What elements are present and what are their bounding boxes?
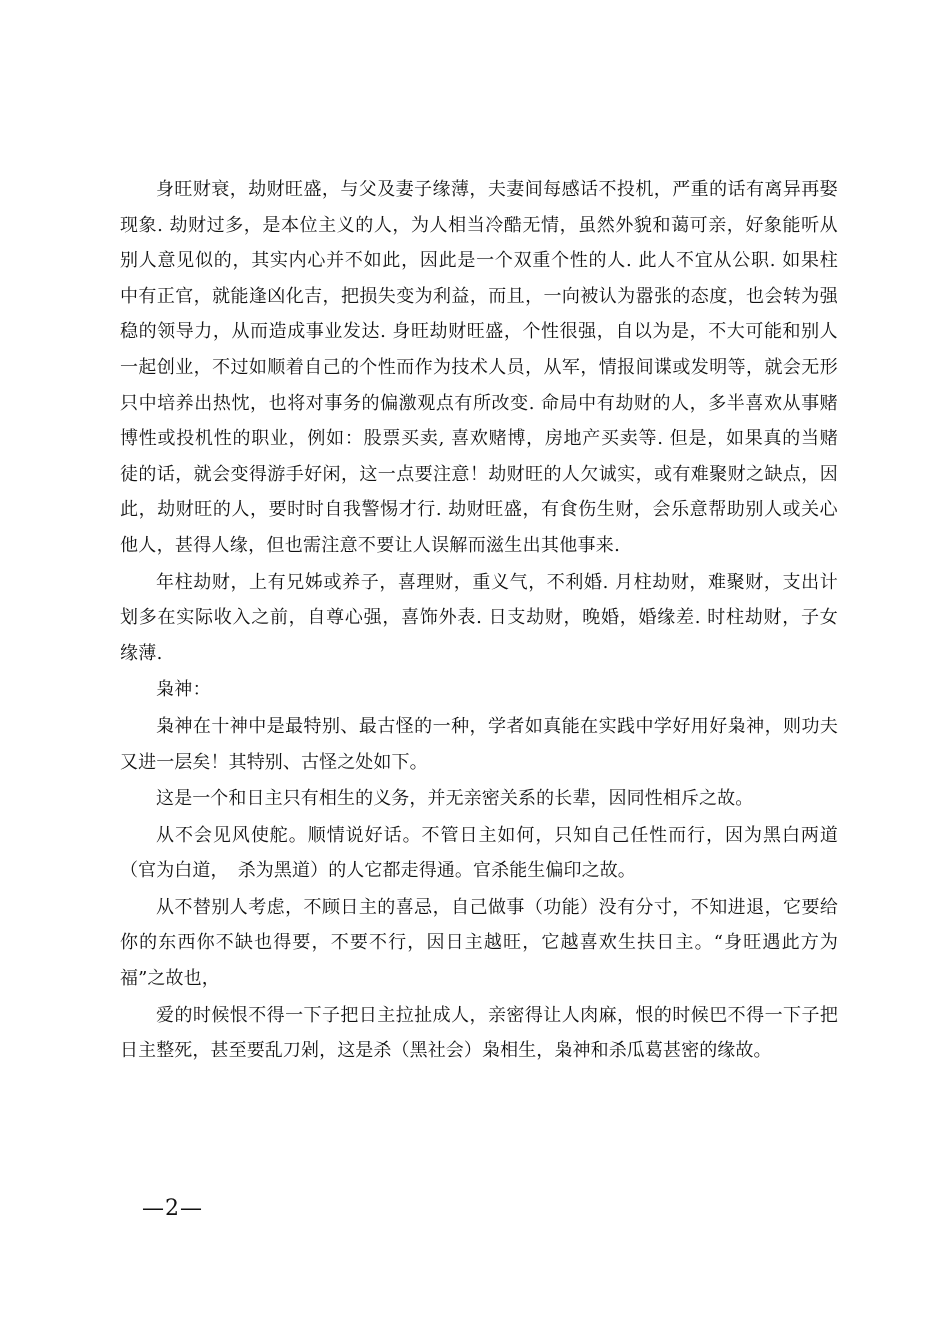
paragraph-xiaoshen-intro: 枭神在十神中是最特别、最古怪的一种，学者如真能在实践中学好用好枭神，则功夫又进一层矣！其特别、古怪之处如下。	[120, 715, 838, 773]
paragraph-xiaoshen-manner: 从不会见风使舵。顺情说好话。不管日主如何，只知自己任性而行，因为黑白两道（官为白道， 杀为黑道）的人它都走得通。官杀能生偏印之故。	[120, 824, 838, 882]
section-heading-xiaoshen: 枭神：	[156, 679, 211, 701]
paragraph-xiaoshen-behavior: 从不替别人考虑，不顾日主的喜忌，自己做事（功能）没有分寸，不知进退，它要给你的东西你不缺也得要，不要不行，因日主越旺，它越喜欢生扶日主。“身旺遇此方为福”之故也，	[120, 896, 838, 990]
paragraph-jiecai-pillars: 年柱劫财，上有兄姊或养子，喜理财，重义气，不利婚. 月柱劫财，难聚财，支出计划多在实际收入之前，自尊心强，喜饰外表. 日支劫财，晚婚，婚缘差. 时柱劫财，子女缘薄.	[120, 571, 838, 664]
paragraph-xiaoshen-love-hate: 爱的时候恨不得一下子把日主拉扯成人，亲密得让人肉麻，恨的时候巴不得一下子把日主整死，甚至要乱刀剁，这是杀（黑社会）枭相生，枭神和杀瓜葛甚密的缘故。	[120, 1004, 838, 1062]
paragraph-xiaoshen-relation: 这是一个和日主只有相生的义务，并无亲密关系的长辈，因同性相斥之故。	[156, 788, 754, 810]
page-number: —2—	[142, 1196, 203, 1221]
paragraph-jiecai-overview: 身旺财衰，劫财旺盛，与父及妻子缘薄，夫妻间每感话不投机，严重的话有离异再娶现象. 劫财过多，是本位主义的人，为人相当冷酷无情，虽然外貌和蔼可亲，好象能听从别人意见似的，其实内心并不如此，因此是一个双重个性的人. 此人不宜从公职. 如果柱中有正官，就能逢凶化吉，把损失变为利益，而且，一向被认为嚣张的态度，也会转为强稳的领导力，从而造成事业发达. 身旺劫财旺盛，个性很强，自以为是，不大可能和别人一起创业，不过如顺着自己的个性而作为技术人员，从军，情报间谍或发明等，就会无形只中培养出热忱，也将对事务的偏激观点有所改变. 命局中有劫财的人，多半喜欢从事赌博性或投机性的职业，例如：股票买卖, 喜欢赌博，房地产买卖等. 但是，如果真的当赌徒的话，就会变得游手好闲，这一点要注意！劫财旺的人欠诚实，或有难聚财之缺点，因此，劫财旺的人，要时时自我警惕才行. 劫财旺盛，有食伤生财，会乐意帮助别人或关心他人，甚得人缘，但也需注意不要让人误解而滋生出其他事来.	[120, 179, 838, 556]
document-body	[120, 172, 838, 1070]
